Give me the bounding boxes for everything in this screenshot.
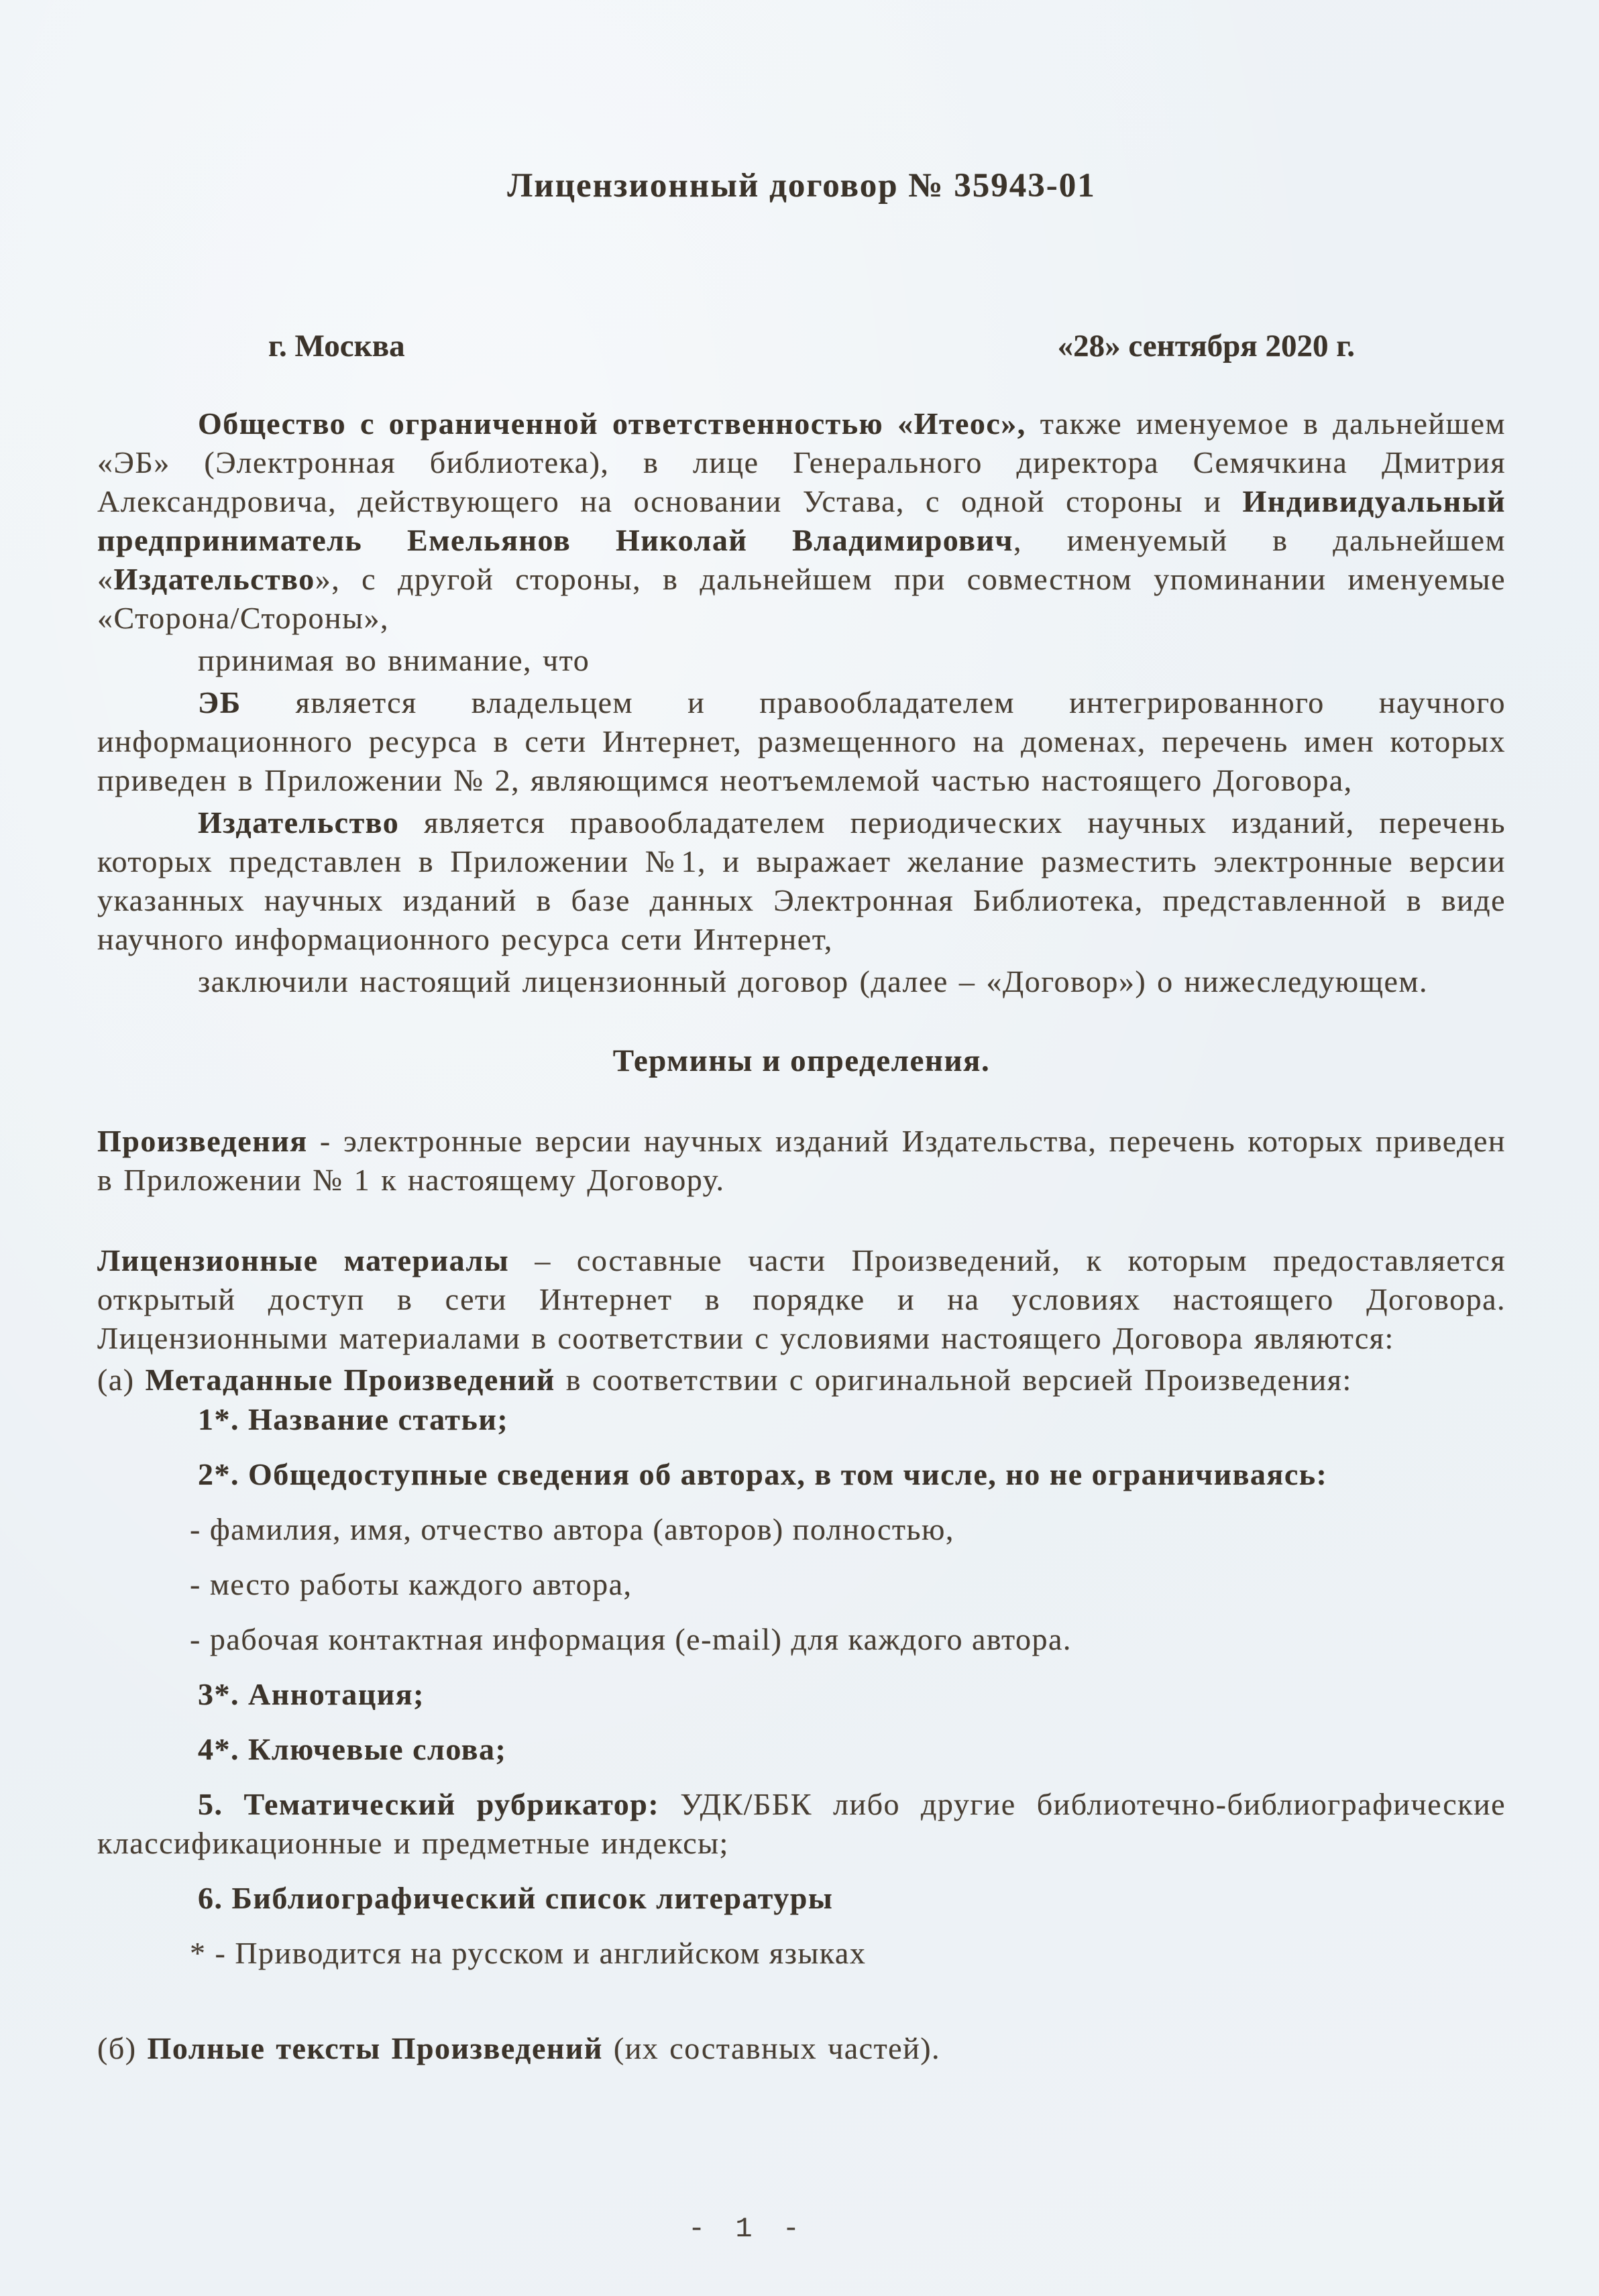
party-publisher-joiner: , именуемый в дальнейшем « <box>97 523 1506 596</box>
preamble-eb-recital <box>97 683 1506 800</box>
rubricator-text: УДК/ББК либо другие библиотечно-библиографические классификационные и предметные индексы; <box>97 1787 1506 1860</box>
meta-sub-author-email: - рабочая контактная информация (e-mail) для каждого автора. <box>190 1622 1072 1656</box>
item-b-fulltexts <box>97 2029 1506 2068</box>
materials-definition: – составные части Произведений, к которым предоставляется открытый доступ в сети Интернет в порядке и на условиях настоящего Договора. Лицензионными материалами в соответствии с условиями настоящего Договора являются: <box>97 1243 1506 1355</box>
preamble-publisher-recital <box>97 803 1506 959</box>
preamble-parties <box>97 404 1506 638</box>
dateline-date: «28» сентября 2020 г. <box>1057 329 1355 363</box>
meta-item-author-info: 2*. Общедоступные сведения об авторах, в том числе, но не ограничиваясь: <box>198 1457 1328 1491</box>
meta-item-bibliography: 6. Библиографический список литературы <box>198 1881 834 1915</box>
terms-heading: Термины и определения. <box>612 1043 991 1078</box>
meta-item-rubricator <box>97 1785 1506 1863</box>
dateline <box>97 327 1506 365</box>
definition-materials <box>97 1241 1506 1358</box>
dateline-city: г. Москва <box>268 329 405 363</box>
item-a-term: Метаданные Произведений <box>145 1363 555 1397</box>
meta-item-annotation: 3*. Аннотация; <box>198 1677 425 1711</box>
item-a-metadata <box>97 1361 1506 1399</box>
rubricator-label: 5. Тематический рубрикатор: <box>198 1787 660 1821</box>
party-collective-naming: », с другой стороны, в дальнейшем при совместном упоминании именуемые «Сторона/Стороны», <box>97 562 1506 635</box>
party-eb-description: также именуемое в дальнейшем «ЭБ» (Электронная библиотека), в лице Генерального директора Семячкина Дмитрия Александровича, действующего на основании Устава, с одной стороны и <box>97 406 1506 518</box>
eb-recital-text: является владельцем и правообладателем интегрированного научного информационного ресурса в сети Интернет, размещенного на доменах, перечень имен которых приведен в Приложении № 2, являющимся неотъемлемой частью настоящего Договора, <box>97 685 1506 797</box>
party-publisher-alias: Издательство <box>113 562 315 596</box>
meta-sub-author-workplace: - место работы каждого автора, <box>190 1567 632 1601</box>
meta-sub-author-fullname: - фамилия, имя, отчество автора (авторов) полностью, <box>190 1512 954 1546</box>
materials-term: Лицензионные материалы <box>97 1243 510 1277</box>
works-term: Произведения <box>97 1124 308 1158</box>
meta-item-article-title: 1*. Название статьи; <box>198 1402 509 1436</box>
publisher-term: Издательство <box>198 805 400 840</box>
item-b-term: Полные тексты Произведений <box>147 2031 603 2065</box>
page-number: - 1 - <box>687 2213 807 2245</box>
preamble-considering: принимая во внимание, что <box>198 643 590 677</box>
definition-works <box>97 1122 1506 1200</box>
party-eb-name: Общество с ограниченной ответственностью «Итеос», <box>198 406 1026 441</box>
document-title: Лицензионный договор № 35943-01 <box>507 167 1096 205</box>
meta-item-keywords: 4*. Ключевые слова; <box>198 1732 507 1766</box>
asterisk-footnote: * - Приводится на русском и английском языках <box>190 1936 867 1970</box>
item-a-prefix: (а) <box>97 1363 146 1397</box>
preamble-conclusion: заключили настоящий лицензионный договор (далее – «Договор») о нижеследующем. <box>198 964 1429 998</box>
item-a-rest: в соответствии с оригинальной версией Произведения: <box>555 1363 1352 1397</box>
item-b-rest: (их составных частей). <box>602 2031 941 2065</box>
document-content <box>97 0 1506 2068</box>
party-publisher-name: Индивидуальный предприниматель Емельянов Николай Владимирович <box>97 484 1506 557</box>
works-definition: - электронные версии научных изданий Издательства, перечень которых приведен в Приложении № 1 к настоящему Договору. <box>97 1124 1506 1197</box>
item-b-prefix: (б) <box>97 2031 148 2065</box>
eb-term: ЭБ <box>198 685 241 720</box>
publisher-recital-text: является правообладателем периодических научных изданий, перечень которых представлен в Приложении №1, и выражает желание разместить электронные версии указанных научных изданий в базе данных Электронная Библиотека, представленной в виде научного информационного ресурса сети Интернет, <box>97 805 1506 956</box>
